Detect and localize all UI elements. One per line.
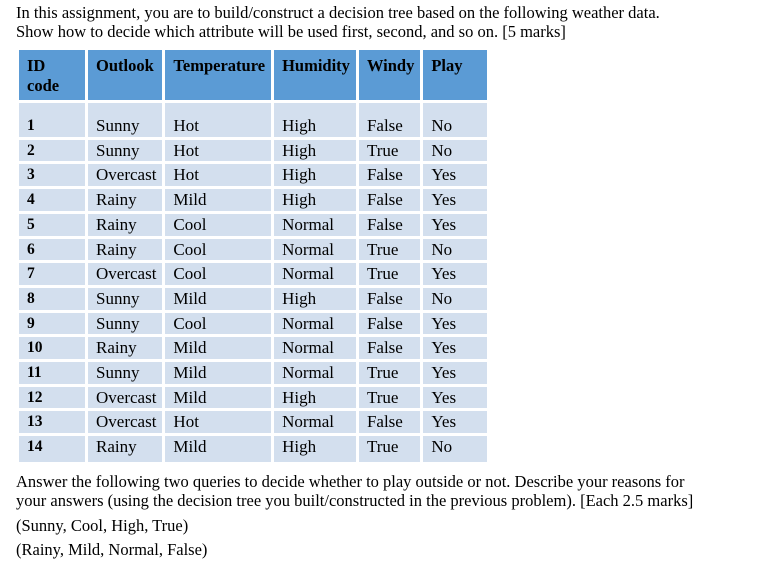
cell-windy: False: [359, 411, 420, 433]
cell-id: 3: [19, 164, 85, 186]
cell-outlook: Overcast: [88, 411, 162, 433]
cell-play: Yes: [423, 164, 487, 186]
cell-windy: True: [359, 239, 420, 261]
table-row: [19, 387, 487, 409]
cell-humidity: High: [274, 387, 356, 409]
table-body: [19, 103, 487, 462]
query-instruction-line-2: your answers (using the decision tree you built/constructed in the previous problem). [Each 2.5 marks]: [16, 491, 694, 510]
cell-id: 11: [19, 362, 85, 384]
cell-humidity: Normal: [274, 411, 356, 433]
cell-play: Yes: [423, 411, 487, 433]
cell-id: 9: [19, 313, 85, 335]
cell-humidity: Normal: [274, 239, 356, 261]
table-row: [19, 103, 487, 137]
header-row: [19, 50, 487, 100]
table-row: [19, 436, 487, 462]
cell-outlook: Overcast: [88, 387, 162, 409]
cell-temperature: Mild: [165, 436, 271, 462]
cell-outlook: Rainy: [88, 189, 162, 211]
cell-play: Yes: [423, 387, 487, 409]
cell-windy: False: [359, 214, 420, 236]
cell-outlook: Sunny: [88, 288, 162, 310]
table-row: [19, 140, 487, 162]
header-play: Play: [423, 50, 487, 100]
cell-humidity: High: [274, 436, 356, 462]
cell-outlook: Rainy: [88, 214, 162, 236]
cell-id: 5: [19, 214, 85, 236]
header-id-label: ID: [27, 56, 46, 75]
table-row: [19, 164, 487, 186]
table-row: [19, 337, 487, 359]
query-2: (Rainy, Mild, Normal, False): [16, 540, 208, 559]
cell-id: 2: [19, 140, 85, 162]
cell-temperature: Mild: [165, 189, 271, 211]
cell-play: No: [423, 140, 487, 162]
cell-play: Yes: [423, 362, 487, 384]
cell-outlook: Rainy: [88, 337, 162, 359]
cell-temperature: Cool: [165, 313, 271, 335]
cell-play: Yes: [423, 337, 487, 359]
cell-humidity: Normal: [274, 214, 356, 236]
cell-temperature: Mild: [165, 337, 271, 359]
cell-humidity: Normal: [274, 362, 356, 384]
cell-windy: True: [359, 436, 420, 462]
cell-humidity: High: [274, 288, 356, 310]
cell-outlook: Sunny: [88, 313, 162, 335]
cell-temperature: Cool: [165, 263, 271, 285]
table-row: [19, 239, 487, 261]
query-1: (Sunny, Cool, High, True): [16, 516, 189, 535]
cell-temperature: Mild: [165, 362, 271, 384]
header-humidity: Humidity: [274, 50, 356, 100]
instruction-line-1: In this assignment, you are to build/construct a decision tree based on the following weather data.: [16, 3, 660, 22]
table-row: [19, 214, 487, 236]
cell-humidity: High: [274, 164, 356, 186]
cell-humidity: High: [274, 189, 356, 211]
cell-temperature: Cool: [165, 214, 271, 236]
table-header: [19, 50, 487, 100]
cell-temperature: Hot: [165, 103, 271, 137]
cell-temperature: Hot: [165, 140, 271, 162]
cell-play: Yes: [423, 263, 487, 285]
cell-outlook: Overcast: [88, 263, 162, 285]
cell-windy: False: [359, 164, 420, 186]
cell-temperature: Cool: [165, 239, 271, 261]
cell-humidity: High: [274, 140, 356, 162]
cell-play: No: [423, 103, 487, 137]
cell-windy: True: [359, 140, 420, 162]
header-outlook: Outlook: [88, 50, 162, 100]
cell-temperature: Mild: [165, 387, 271, 409]
cell-id: 6: [19, 239, 85, 261]
table-row: [19, 189, 487, 211]
table-row: [19, 411, 487, 433]
table-row: [19, 362, 487, 384]
table-row: [19, 313, 487, 335]
header-code-label: code: [27, 76, 60, 95]
cell-outlook: Overcast: [88, 164, 162, 186]
cell-outlook: Sunny: [88, 103, 162, 137]
cell-outlook: Sunny: [88, 362, 162, 384]
cell-humidity: Normal: [274, 313, 356, 335]
cell-id: 4: [19, 189, 85, 211]
cell-play: No: [423, 436, 487, 462]
cell-id: 10: [19, 337, 85, 359]
header-windy: Windy: [359, 50, 420, 100]
table-row: [19, 263, 487, 285]
cell-windy: False: [359, 337, 420, 359]
cell-windy: False: [359, 288, 420, 310]
cell-play: Yes: [423, 189, 487, 211]
cell-humidity: Normal: [274, 337, 356, 359]
cell-id: 8: [19, 288, 85, 310]
cell-temperature: Hot: [165, 164, 271, 186]
weather-data-table: [16, 47, 490, 465]
cell-id: 12: [19, 387, 85, 409]
cell-play: No: [423, 288, 487, 310]
cell-windy: True: [359, 362, 420, 384]
cell-windy: True: [359, 263, 420, 285]
cell-windy: False: [359, 189, 420, 211]
cell-windy: False: [359, 313, 420, 335]
cell-id: 7: [19, 263, 85, 285]
table-row: [19, 288, 487, 310]
header-temperature: Temperature: [165, 50, 271, 100]
query-instructions: [16, 472, 776, 559]
cell-outlook: Rainy: [88, 239, 162, 261]
cell-outlook: Rainy: [88, 436, 162, 462]
cell-id: 14: [19, 436, 85, 462]
cell-id: 13: [19, 411, 85, 433]
cell-windy: True: [359, 387, 420, 409]
cell-play: Yes: [423, 313, 487, 335]
cell-id: 1: [19, 103, 85, 137]
cell-humidity: High: [274, 103, 356, 137]
query-instruction-line-1: Answer the following two queries to decide whether to play outside or not. Describe your reasons for: [16, 472, 685, 491]
instruction-line-2: Show how to decide which attribute will be used first, second, and so on. [5 marks]: [16, 22, 566, 41]
cell-outlook: Sunny: [88, 140, 162, 162]
header-id-code: [19, 50, 85, 100]
cell-windy: False: [359, 103, 420, 137]
cell-temperature: Hot: [165, 411, 271, 433]
cell-temperature: Mild: [165, 288, 271, 310]
cell-humidity: Normal: [274, 263, 356, 285]
assignment-instructions: [16, 3, 776, 41]
cell-play: Yes: [423, 214, 487, 236]
cell-play: No: [423, 239, 487, 261]
